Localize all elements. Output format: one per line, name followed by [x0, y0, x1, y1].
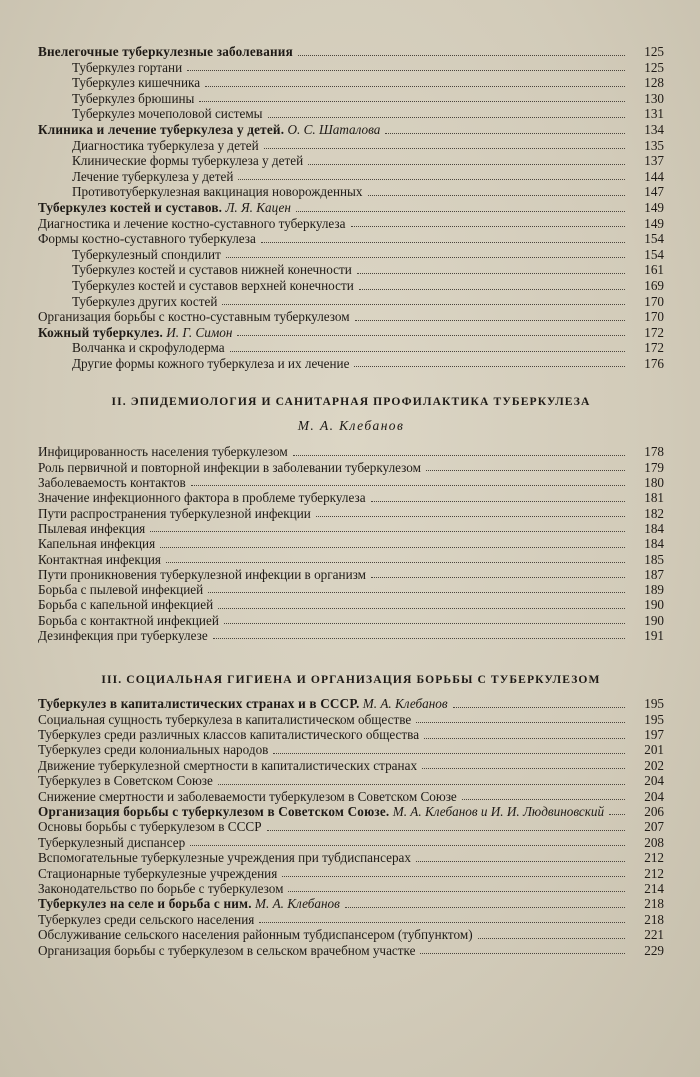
entry-text: Борьба с контактной инфекцией [38, 612, 219, 628]
section-2-author: М. А. Клебанов [297, 418, 405, 434]
page-number: 206 [644, 804, 664, 820]
entry-text: Противотуберкулезная вакцинация новорожденных [72, 184, 363, 200]
page-number: 189 [644, 582, 664, 598]
toc-entry [38, 628, 664, 643]
entry-text: Туберкулез гортани [72, 59, 183, 75]
page-number: 191 [644, 628, 664, 644]
toc-entry [38, 490, 664, 505]
toc-entry [38, 866, 664, 881]
entry-text: Дезинфекция при туберкулезе [38, 628, 208, 644]
page-number: 212 [644, 850, 664, 866]
toc-entry [38, 106, 664, 122]
entry-text: Инфицированность населения туберкулезом [38, 444, 288, 460]
entry-text: Туберкулез костей и суставов верхней конечности [72, 277, 354, 293]
toc-entry-title [38, 804, 604, 819]
page-number: 212 [644, 865, 664, 881]
toc-entry [38, 819, 664, 834]
dot-leader [308, 164, 625, 165]
dot-leader [359, 289, 625, 290]
page-number: 197 [644, 727, 664, 743]
entry-text: Заболеваемость контактов [38, 475, 186, 491]
toc-entry-title [72, 247, 221, 263]
toc-entry-title [38, 943, 415, 958]
toc-entry-title [38, 475, 186, 490]
toc-entry [38, 696, 664, 711]
dot-leader [298, 55, 625, 56]
entry-author: М. А. Клебанов и И. И. Людвиновский [392, 804, 605, 820]
dot-leader [371, 501, 625, 502]
toc-entry [38, 712, 664, 727]
entry-text: Значение инфекционного фактора в проблеме туберкулеза [38, 490, 366, 506]
toc-entry-title [38, 742, 268, 757]
toc-entry [38, 262, 664, 278]
toc-entry-title [72, 91, 194, 107]
toc-entry [38, 758, 664, 773]
dot-leader [371, 577, 625, 578]
toc-entry-title [72, 106, 263, 122]
page-number: 229 [644, 942, 664, 958]
entry-text: Туберкулезный спондилит [72, 246, 221, 262]
toc-entry-title [38, 122, 380, 138]
toc-entry [38, 773, 664, 788]
page-number: 154 [644, 231, 664, 247]
toc-entry-title [72, 340, 225, 356]
entry-text: Лечение туберкулеза у детей [72, 168, 234, 184]
toc-entry [38, 60, 664, 76]
dot-leader [218, 608, 625, 609]
section-2-heading: II. ЭПИДЕМИОЛОГИЯ И САНИТАРНАЯ ПРОФИЛАКТИКА ТУБЕРКУЛЕЗА [111, 395, 591, 409]
toc-entry-title [72, 294, 217, 310]
entry-text: Туберкулез среди колониальных народов [38, 742, 269, 758]
toc-entry [38, 943, 664, 958]
page-number: 187 [644, 566, 664, 582]
toc-entry [38, 216, 664, 232]
page-number: 170 [644, 309, 664, 325]
page-number: 149 [644, 215, 664, 231]
dot-leader [199, 101, 625, 102]
toc-entry [38, 44, 664, 60]
page-number: 172 [644, 324, 664, 340]
page-number: 214 [644, 881, 664, 896]
dot-leader [238, 179, 625, 180]
toc-section-1 [38, 44, 664, 371]
entry-text: Туберкулез среди различных классов капиталистического общества [38, 727, 420, 743]
page-number: 179 [644, 459, 664, 475]
toc-entry [38, 567, 664, 582]
entry-text: Пылевая инфекция [38, 520, 146, 536]
dot-leader [416, 722, 625, 723]
page-number: 185 [644, 551, 664, 567]
toc-entry-title [72, 75, 200, 91]
dot-leader [208, 592, 625, 593]
entry-text: Формы костно-суставного туберкулеза [38, 231, 256, 247]
toc-entry-title [72, 356, 349, 372]
toc-entry-title [38, 506, 311, 521]
entry-text: Туберкулез среди сельского населения [38, 911, 255, 927]
page-number: 195 [644, 696, 664, 712]
dot-leader [268, 117, 625, 118]
toc-entry-title [38, 325, 232, 341]
entry-text: Туберкулез костей и суставов нижней конечности [72, 262, 352, 278]
entry-text: Контактная инфекция [38, 551, 161, 567]
dot-leader [288, 891, 625, 892]
entry-text: Пути проникновения туберкулезной инфекции в организм [38, 566, 367, 582]
entry-author: М. А. Клебанов [362, 696, 448, 712]
toc-entry [38, 247, 664, 263]
dot-leader [385, 133, 625, 134]
dot-leader [230, 351, 625, 352]
toc-entry-title [38, 758, 417, 773]
page-number: 154 [644, 246, 664, 262]
toc-entry [38, 231, 664, 247]
toc-entry [38, 200, 664, 216]
toc-entry [38, 294, 664, 310]
dot-leader [316, 516, 625, 517]
dot-leader [478, 938, 625, 939]
dot-leader [282, 876, 625, 877]
page-number: 144 [644, 168, 664, 184]
page-number: 135 [644, 137, 664, 153]
page-number: 190 [644, 612, 664, 628]
entry-author: М. А. Клебанов [255, 896, 340, 912]
entry-text: Борьба с пылевой инфекцией [38, 582, 204, 598]
entry-text: Организация борьбы с туберкулезом в Советском Союзе. [38, 804, 390, 820]
toc-entry-title [38, 613, 219, 628]
toc-entry-title [38, 460, 421, 475]
page-number: 184 [644, 520, 664, 536]
entry-text: Диагностика и лечение костно-суставного туберкулеза [38, 215, 346, 231]
dot-leader [267, 830, 625, 831]
toc-entry [38, 278, 664, 294]
entry-text: Туберкулез мочеполовой системы [72, 106, 263, 122]
dot-leader [213, 638, 625, 639]
page-number: 218 [644, 896, 664, 912]
toc-entry-title [38, 444, 288, 459]
toc-entry-title [38, 309, 350, 325]
entry-text: Обслуживание сельского населения районным тубдиспансером (тубпунктом) [38, 927, 473, 943]
page-number: 147 [644, 184, 664, 200]
dot-leader [293, 455, 625, 456]
entry-text: Законодательство по борьбе с туберкулезом [38, 881, 284, 896]
toc-entry-title [38, 927, 473, 942]
dot-leader [426, 470, 625, 471]
toc-entry-title [72, 184, 363, 200]
page-number: 128 [644, 75, 664, 91]
entry-text: Капельная инфекция [38, 536, 156, 552]
toc-entry [38, 169, 664, 185]
toc-entry [38, 850, 664, 865]
toc-entry-title [38, 521, 145, 536]
toc-entry-title [38, 866, 277, 881]
page-number: 169 [644, 277, 664, 293]
dot-leader [273, 753, 625, 754]
dot-leader [237, 335, 625, 336]
dot-leader [453, 707, 625, 708]
page-number: 221 [644, 927, 664, 943]
entry-text: Организация борьбы с костно-суставным туберкулезом [38, 309, 350, 325]
dot-leader [218, 784, 625, 785]
entry-text: Другие формы кожного туберкулеза и их лечение [72, 355, 350, 371]
dot-leader [264, 148, 625, 149]
toc-entry [38, 75, 664, 91]
entry-author: Л. Я. Кацен [225, 199, 291, 215]
entry-text: Основы борьбы с туберкулезом в СССР [38, 819, 262, 835]
toc-entry [38, 789, 664, 804]
toc-entry [38, 506, 664, 521]
entry-text: Туберкулез брюшины [72, 90, 195, 106]
entry-text: Стационарные туберкулезные учреждения [38, 865, 278, 881]
toc-entry [38, 552, 664, 567]
page-number: 170 [644, 293, 664, 309]
dot-leader [357, 273, 625, 274]
toc-entry [38, 475, 664, 490]
toc-entry [38, 582, 664, 597]
entry-text: Социальная сущность туберкулеза в капиталистическом обществе [38, 711, 412, 727]
page-number: 202 [644, 757, 664, 773]
toc-entry-title [38, 536, 155, 551]
toc-entry [38, 138, 664, 154]
entry-text: Волчанка и скрофулодерма [72, 340, 225, 356]
toc-entry [38, 309, 664, 325]
dot-leader [187, 70, 625, 71]
toc-entry-title [38, 912, 254, 927]
toc-entry [38, 153, 664, 169]
toc-entry-title [38, 881, 283, 896]
page-number: 208 [644, 834, 664, 850]
entry-author: О. С. Шаталова [287, 121, 381, 137]
toc-entry-title [38, 789, 457, 804]
page-number: 176 [644, 355, 664, 371]
entry-text: Туберкулез на селе и борьба с ним. [38, 896, 252, 912]
toc-entry-title [38, 727, 419, 742]
dot-leader [354, 366, 625, 367]
toc-entry [38, 896, 664, 911]
entry-text: Организация борьбы с туберкулезом в сельском врачебном участке [38, 942, 416, 958]
dot-leader [296, 211, 625, 212]
entry-text: Туберкулез в капиталистических странах и в СССР. [38, 696, 360, 712]
toc-entry-title [72, 169, 233, 185]
toc-entry-title [38, 597, 213, 612]
entry-text: Пути распространения туберкулезной инфекции [38, 505, 311, 521]
page-number: 172 [644, 340, 664, 356]
page-number: 131 [644, 106, 664, 122]
entry-text: Клиника и лечение туберкулеза у детей. [38, 121, 285, 137]
entry-author: И. Г. Симон [166, 324, 233, 340]
toc-entry-title [38, 200, 291, 216]
toc-entry [38, 91, 664, 107]
entry-text: Внелегочные туберкулезные заболевания [38, 44, 293, 59]
page-number: 195 [644, 711, 664, 727]
toc-entry-title [72, 138, 259, 154]
toc-entry-title [38, 773, 213, 788]
entry-text: Туберкулез других костей [72, 293, 218, 309]
dot-leader [166, 562, 625, 563]
toc-entry-title [72, 278, 354, 294]
toc-section-2 [38, 444, 664, 643]
page-number: 137 [644, 153, 664, 169]
toc-entry [38, 727, 664, 742]
toc-entry [38, 597, 664, 612]
entry-text: Туберкулез в Советском Союзе [38, 773, 213, 789]
toc-entry [38, 340, 664, 356]
dot-leader [355, 320, 625, 321]
dot-leader [205, 86, 625, 87]
dot-leader [420, 953, 625, 954]
toc-section-3 [38, 696, 664, 958]
toc-entry [38, 835, 664, 850]
dot-leader [222, 304, 625, 305]
toc-entry [38, 927, 664, 942]
page-number: 178 [644, 444, 664, 460]
toc-entry [38, 912, 664, 927]
toc-entry-title [38, 552, 161, 567]
entry-text: Туберкулезный диспансер [38, 834, 186, 850]
entry-text: Роль первичной и повторной инфекции в заболевании туберкулезом [38, 459, 421, 475]
toc-entry-title [72, 262, 352, 278]
toc-entry-title [38, 819, 262, 834]
toc-entry [38, 325, 664, 341]
dot-leader [150, 531, 625, 532]
page-number: 190 [644, 597, 664, 613]
dot-leader [345, 907, 625, 908]
toc-entry [38, 521, 664, 536]
page-number: 161 [644, 262, 664, 278]
dot-leader [416, 861, 625, 862]
dot-leader [351, 226, 626, 227]
toc-entry [38, 804, 664, 819]
dot-leader [609, 814, 625, 815]
page-number: 130 [644, 90, 664, 106]
toc-entry-title [38, 490, 366, 505]
toc-entry [38, 743, 664, 758]
dot-leader [191, 485, 625, 486]
page-number: 201 [644, 742, 664, 758]
entry-text: Вспомогательные туберкулезные учреждения при тубдиспансерах [38, 850, 412, 866]
entry-text: Борьба с капельной инфекцией [38, 597, 214, 613]
toc-entry-title [38, 582, 203, 597]
dot-leader [190, 845, 625, 846]
toc-entry-title [38, 628, 208, 643]
entry-text: Движение туберкулезной смертности в капиталистических странах [38, 757, 418, 773]
toc-entry-title [38, 231, 256, 247]
toc-entry [38, 122, 664, 138]
page-number: 204 [644, 773, 664, 789]
entry-text: Клинические формы туберкулеза у детей [72, 153, 304, 169]
toc-entry [38, 613, 664, 628]
toc-entry [38, 881, 664, 896]
dot-leader [424, 738, 625, 739]
toc-entry-title [38, 696, 448, 711]
entry-text: Диагностика туберкулеза у детей [72, 137, 259, 153]
toc-entry-title [38, 216, 346, 232]
dot-leader [368, 195, 625, 196]
page-number: 125 [644, 44, 664, 59]
toc-entry-title [38, 850, 411, 865]
page-number: 125 [644, 59, 664, 75]
dot-leader [259, 922, 625, 923]
toc-entry [38, 536, 664, 551]
dot-leader [422, 768, 625, 769]
page-number: 181 [644, 490, 664, 506]
toc-entry-title [38, 835, 185, 850]
page-number: 204 [644, 788, 664, 804]
page-number: 218 [644, 911, 664, 927]
page-number: 207 [644, 819, 664, 835]
toc-entry-title [38, 567, 366, 582]
toc-entry-title [72, 153, 303, 169]
entry-text: Туберкулез костей и суставов. [38, 199, 223, 215]
page-number: 180 [644, 475, 664, 491]
entry-text: Туберкулез кишечника [72, 75, 201, 91]
dot-leader [224, 623, 625, 624]
dot-leader [226, 257, 625, 258]
page-number: 182 [644, 505, 664, 521]
section-3-heading: III. СОЦИАЛЬНАЯ ГИГИЕНА И ОРГАНИЗАЦИЯ БОРЬБЫ С ТУБЕРКУЛЕЗОМ [101, 673, 601, 687]
toc-entry [38, 356, 664, 372]
dot-leader [160, 547, 625, 548]
dot-leader [462, 799, 625, 800]
toc-entry-title [38, 896, 340, 911]
page-number: 134 [644, 121, 664, 137]
toc-entry [38, 184, 664, 200]
toc-entry-title [72, 60, 182, 76]
toc-entry-title [38, 44, 293, 60]
toc-entry [38, 460, 664, 475]
dot-leader [261, 242, 625, 243]
entry-text: Снижение смертности и заболеваемости туберкулезом в Советском Союзе [38, 788, 457, 804]
page-number: 149 [644, 199, 664, 215]
page-number: 184 [644, 536, 664, 552]
toc-entry [38, 444, 664, 459]
entry-text: Кожный туберкулез. [38, 324, 163, 340]
toc-entry-title [38, 712, 411, 727]
